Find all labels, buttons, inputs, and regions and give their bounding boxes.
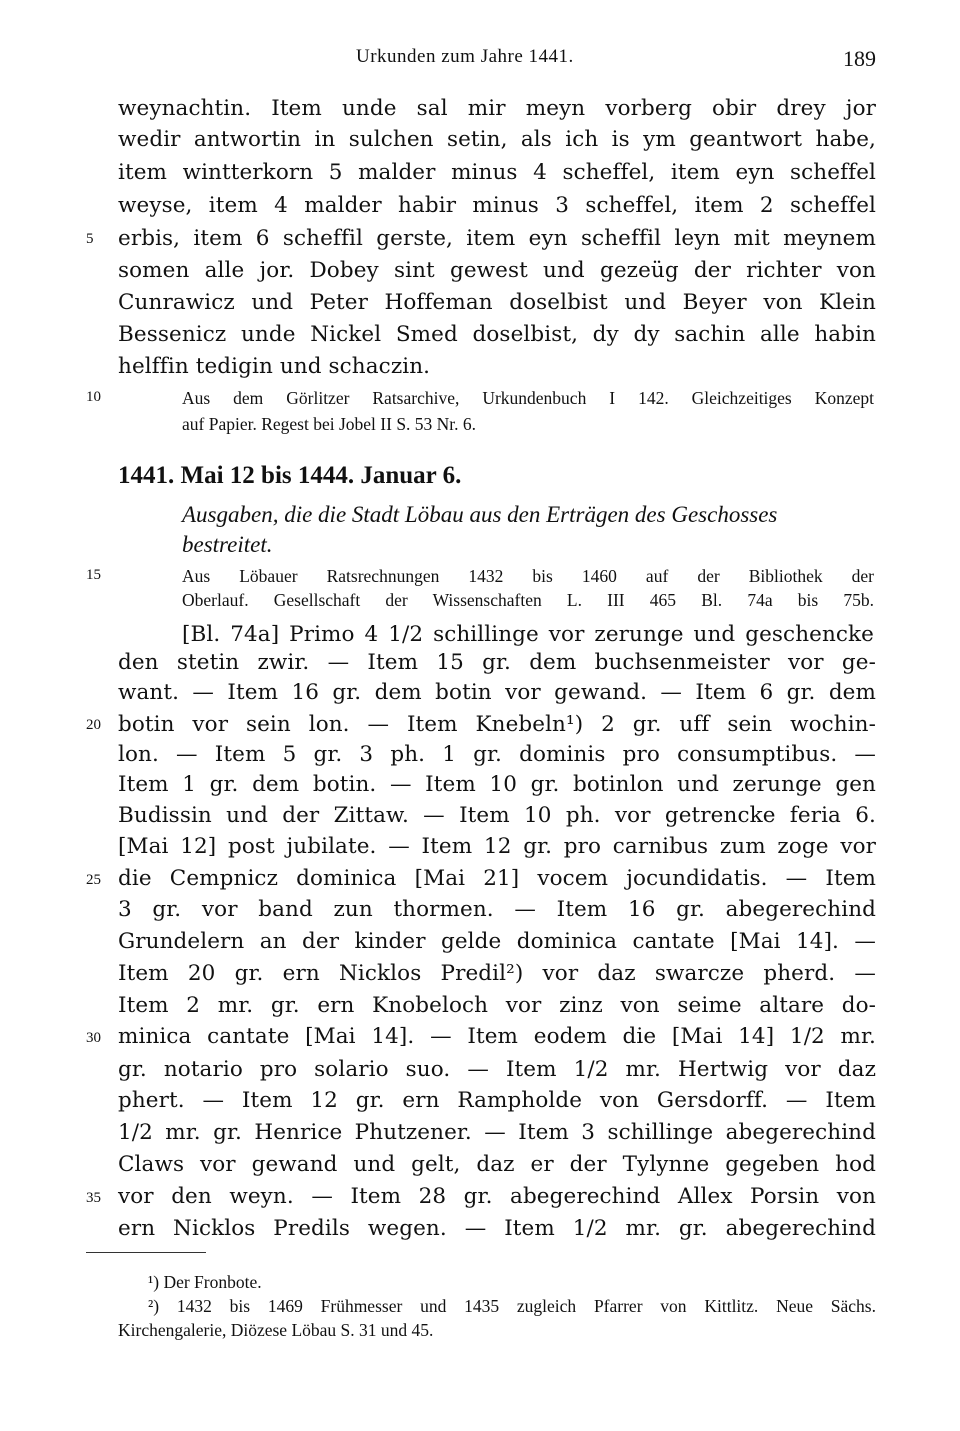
text-line: lon. — Item 5 gr. 3 ph. 1 gr. dominis pro consumptibus. — bbox=[118, 742, 876, 767]
line-number: 35 bbox=[86, 1190, 101, 1206]
footnote-rule bbox=[86, 1252, 206, 1253]
line-number: 10 bbox=[86, 389, 101, 405]
text-line: erbis, item 6 scheffil gerste, item eyn scheffil leyn mit meynem bbox=[118, 226, 876, 251]
text-line: wedir antwortin in sulchen setin, als ich is ym geantwort habe, bbox=[118, 127, 876, 152]
text-line: Cunrawicz und Peter Hoffeman doselbist und Beyer von Klein bbox=[118, 290, 876, 315]
text-line: Item 1 gr. dem botin. — Item 10 gr. botinlon und zerunge gen bbox=[118, 772, 876, 797]
source-note-line: auf Papier. Regest bei Jobel II S. 53 Nr. 6. bbox=[182, 414, 477, 434]
text-line: Claws vor gewand und gelt, daz er der Tylynne gegeben hod bbox=[118, 1152, 876, 1177]
text-line: weyse, item 4 malder habir minus 3 scheffel, item 2 scheffel bbox=[118, 193, 876, 218]
text-line: Budissin und der Zittaw. — Item 10 ph. vor getrencke feria 6. bbox=[118, 803, 876, 828]
footnote: ¹) Der Fronbote. bbox=[148, 1272, 262, 1292]
text-line: Item 20 gr. ern Nicklos Predil²) vor daz swarcze pherd. — bbox=[118, 961, 876, 986]
line-number: 30 bbox=[86, 1030, 101, 1046]
line-number: 5 bbox=[86, 231, 94, 247]
text-line: [Mai 12] post jubilate. — Item 12 gr. pro carnibus zum zoge vor bbox=[118, 834, 876, 859]
entry-subtitle-line: Ausgaben, die die Stadt Löbau aus den Erträgen des Geschosses bbox=[182, 502, 778, 527]
source-note-line: Aus dem Görlitzer Ratsarchive, Urkundenbuch I 142. Gleichzeitiges Konzept bbox=[182, 388, 874, 408]
source-note-line: Oberlauf. Gesellschaft der Wissenschaften L. III 465 Bl. 74a bis 75b. bbox=[182, 590, 874, 610]
text-line: Grundelern an der kinder gelde dominica cantate [Mai 14]. — bbox=[118, 929, 876, 954]
text-line: somen alle jor. Dobey sint gewest und gezeüg der richter von bbox=[118, 258, 876, 283]
source-note-line: Aus Löbauer Ratsrechnungen 1432 bis 1460 auf der Bibliothek der bbox=[182, 566, 874, 586]
line-number: 25 bbox=[86, 872, 101, 888]
text-line: weynachtin. Item unde sal mir meyn vorberg obir drey jor bbox=[118, 96, 876, 121]
running-head: Urkunden zum Jahre 1441. bbox=[356, 46, 574, 67]
text-line: 3 gr. vor band zun thormen. — Item 16 gr. abegerechind bbox=[118, 897, 876, 922]
entry-subtitle-line: bestreitet. bbox=[182, 532, 273, 557]
text-line: gr. notario pro solario suo. — Item 1/2 mr. Hertwig vor daz bbox=[118, 1057, 876, 1082]
page-header bbox=[118, 46, 876, 76]
text-line: die Cempnicz dominica [Mai 21] vocem jocundidatis. — Item bbox=[118, 866, 876, 891]
entry-heading: 1441. Mai 12 bis 1444. Januar 6. bbox=[118, 462, 462, 489]
text-line: 1/2 mr. gr. Henrice Phutzener. — Item 3 schillinge abegerechind bbox=[118, 1120, 876, 1145]
text-line: want. — Item 16 gr. dem botin vor gewand. — Item 6 gr. dem bbox=[118, 680, 876, 705]
text-line: vor den weyn. — Item 28 gr. abegerechind Allex Porsin von bbox=[118, 1184, 876, 1209]
line-number: 15 bbox=[86, 567, 101, 583]
text-line: ern Nicklos Predils wegen. — Item 1/2 mr. gr. abegerechind bbox=[118, 1216, 876, 1241]
text-line: Bessenicz unde Nickel Smed doselbist, dy dy sachin alle habin bbox=[118, 322, 876, 347]
text-line: helffin tedigin und schaczin. bbox=[118, 354, 431, 379]
text-line: item wintterkorn 5 malder minus 4 scheffel, item eyn scheffel bbox=[118, 160, 876, 185]
text-line: phert. — Item 12 gr. ern Rampholde von Gersdorff. — Item bbox=[118, 1088, 876, 1113]
footnote: ²) 1432 bis 1469 Frühmesser und 1435 zugleich Pfarrer von Kittlitz. Neue Sächs. bbox=[148, 1296, 876, 1316]
text-line: botin vor sein lon. — Item Knebeln¹) 2 gr. uff sein wochin- bbox=[118, 712, 876, 737]
line-number: 20 bbox=[86, 717, 101, 733]
text-line: Item 2 mr. gr. ern Knobeloch vor zinz von seime altare do- bbox=[118, 993, 876, 1018]
text-line: minica cantate [Mai 14]. — Item eodem die [Mai 14] 1/2 mr. bbox=[118, 1024, 876, 1049]
footnote-continuation: Kirchengalerie, Diözese Löbau S. 31 und 45. bbox=[118, 1320, 434, 1340]
text-line: [Bl. 74a] Primo 4 1/2 schillinge vor zerunge und geschencke bbox=[182, 622, 874, 647]
page-number: 189 bbox=[843, 46, 876, 71]
text-line: den stetin zwir. — Item 15 gr. dem buchsenmeister vor ge- bbox=[118, 650, 876, 675]
